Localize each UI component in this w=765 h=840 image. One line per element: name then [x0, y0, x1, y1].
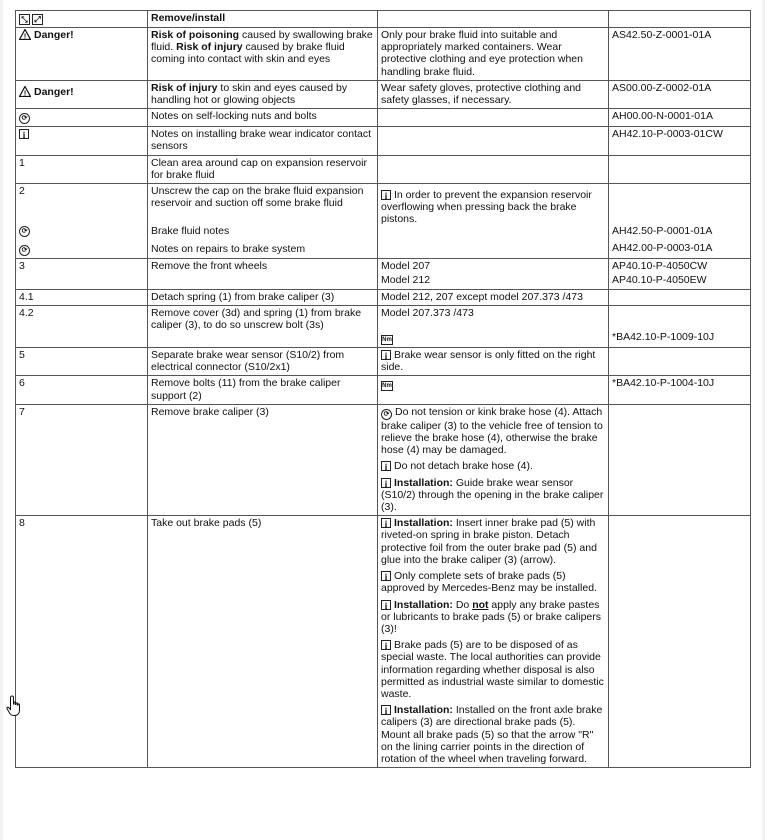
left-edge: [0, 0, 3, 840]
note-circle-icon: ⟳: [19, 245, 30, 256]
doc-reference: AS00.00-Z-0002-01A: [609, 80, 751, 108]
remove-icon: ⤡: [19, 14, 30, 25]
hand-pointer-icon: [6, 695, 24, 717]
step-row: 8 Take out brake pads (5) i Installation: Insert inner brake pad (5) with riveted-on spring in brake piston. Detach protective foil from the outer brake pad (5) and glue into the brake caliper (3) (arrow). i Only complete sets of brake pads (5) approved by Mercedes-Benz may be installed. i Installation: Do not apply any brake pastes or lubricants to brake pads (5) or brake calipers (3)! i Brake pads (5) are to be disposed of as special waste. The local authorities can provide information regarding whether disposal is also permitted as industrial waste similar to domestic waste. i Installation: Installed on the front axle brake calipers (3) are directional brake pads (5). Mount all brake pads (5) so that the arrow "R" on the lining carrier points in the direction of rotation of the wheel when traveling forward.: [16, 516, 751, 768]
step-number: 1: [16, 155, 148, 183]
danger-measure: Only pour brake fluid into suitable and appropriately marked containers. Wear protective clothing and eye protection when handling brake fluid.: [378, 28, 609, 81]
doc-reference: AS42.50-Z-0001-01A: [609, 28, 751, 81]
warning-triangle-icon: [19, 29, 31, 40]
note-row: ⟳ Notes on self-locking nuts and bolts AH00.00-N-0001-01A: [16, 109, 751, 127]
info-icon: i: [381, 571, 391, 581]
doc-reference: AH42.00-P-0003-01A: [612, 242, 713, 255]
torque-nm-icon: Nm: [382, 383, 392, 390]
install-icon: ⤢: [32, 14, 43, 25]
danger-label: Danger!: [34, 29, 74, 41]
step-number: 5: [16, 348, 148, 376]
svg-text:!: !: [23, 90, 27, 97]
step-row: 2 ⟳ ⟳ Unscrew the cap on the brake fluid expansion reservoir and suction off some brake fluid Brake fluid notes Notes on repairs to brake system i In order to prevent the expansion reservoir overflowing when pressing back the brake pistons. AH42.50-P-0001-01A AH42.00-P-0003-01A: [16, 184, 751, 259]
info-icon: i: [381, 350, 391, 360]
danger-row: ! Danger! Risk of injury to skin and eyes caused by handling hot or glowing objects Wear safety gloves, protective clothing and safety glasses, if necessary. AS00.00-Z-0002-01A: [16, 80, 751, 108]
info-icon: i: [381, 461, 391, 471]
note-row: i Notes on installing brake wear indicator contact sensors AH42.10-P-0003-01CW: [16, 127, 751, 155]
step-number: 4.2: [16, 305, 148, 347]
step-number: 2: [19, 185, 25, 198]
torque-nm-icon: Nm: [382, 337, 392, 344]
info-icon: i: [19, 129, 29, 139]
step-row: 7 Remove brake caliper (3) ⟳ Do not tension or kink brake hose (4). Attach brake caliper (3) to the vehicle free of tension to relieve the brake hose (4), otherwise the brake hose (4) may be damaged. i Do not detach brake hose (4). i Installation: Guide brake wear sensor (S10/2) through the opening in the brake caliper (3).: [16, 404, 751, 515]
remove-install-table: [15, 10, 751, 768]
step-number: 3: [16, 259, 148, 289]
doc-reference: AP40.10-P-4050CW: [612, 260, 708, 273]
warning-triangle-icon: [19, 86, 31, 97]
step-number: 6: [16, 376, 148, 404]
step-row: 4.2 Remove cover (3d) and spring (1) from brake caliper (3), to do so unscrew bolt (3s) Model 207.373 /473 Nm *BA42.10-P-1009-10J: [16, 305, 751, 347]
danger-row: ! Danger! Risk of poisoning caused by swallowing brake fluid. Risk of injury caused by brake fluid coming into contact with skin and eyes Only pour brake fluid into suitable and appropriately marked containers. Wear protective clothing and eye protection when handling brake fluid. AS42.50-Z-0001-01A: [16, 28, 751, 81]
step-number: 7: [16, 404, 148, 515]
note-circle-icon: ⟳: [381, 409, 392, 420]
doc-reference: AH42.10-P-0003-01CW: [609, 127, 751, 155]
step-row: 5 Separate brake wear sensor (S10/2) from electrical connector (S10/2x1) i Brake wear sensor is only fitted on the right side.: [16, 348, 751, 376]
doc-reference: AH42.50-P-0001-01A: [612, 225, 713, 238]
danger-measure: Wear safety gloves, protective clothing and safety glasses, if necessary.: [378, 80, 609, 108]
header-row: [16, 11, 751, 28]
step-row: 4.1 Detach spring (1) from brake caliper (3) Model 212, 207 except model 207.373 /473: [16, 289, 751, 305]
step-number: 8: [16, 516, 148, 768]
doc-reference: *BA42.10-P-1009-10J: [612, 330, 715, 343]
header-icons: [16, 11, 148, 28]
svg-text:!: !: [23, 33, 27, 40]
step-row: 3 Remove the front wheels Model 207 Model 212 AP40.10-P-4050CW AP40.10-P-4050EW: [16, 259, 751, 289]
step-number: 4.1: [16, 289, 148, 305]
header-title: Remove/install: [148, 11, 378, 28]
doc-reference: AP40.10-P-4050EW: [612, 274, 707, 287]
info-icon: i: [381, 518, 391, 528]
doc-reference: *BA42.10-P-1004-10J: [609, 376, 751, 404]
danger-label: Danger!: [34, 85, 74, 98]
info-icon: i: [381, 478, 391, 488]
info-icon: i: [381, 600, 391, 610]
step-row: 1 Clean area around cap on expansion reservoir for brake fluid: [16, 155, 751, 183]
note-circle-icon: ⟳: [19, 226, 30, 237]
doc-reference: AH00.00-N-0001-01A: [609, 109, 751, 127]
info-icon: i: [381, 190, 391, 200]
info-icon: i: [381, 705, 391, 715]
step-row: 6 Remove bolts (11) from the brake caliper support (2) Nm *BA42.10-P-1004-10J: [16, 376, 751, 404]
info-icon: i: [381, 640, 391, 650]
self-locking-nut-icon: ⟳: [19, 113, 30, 124]
